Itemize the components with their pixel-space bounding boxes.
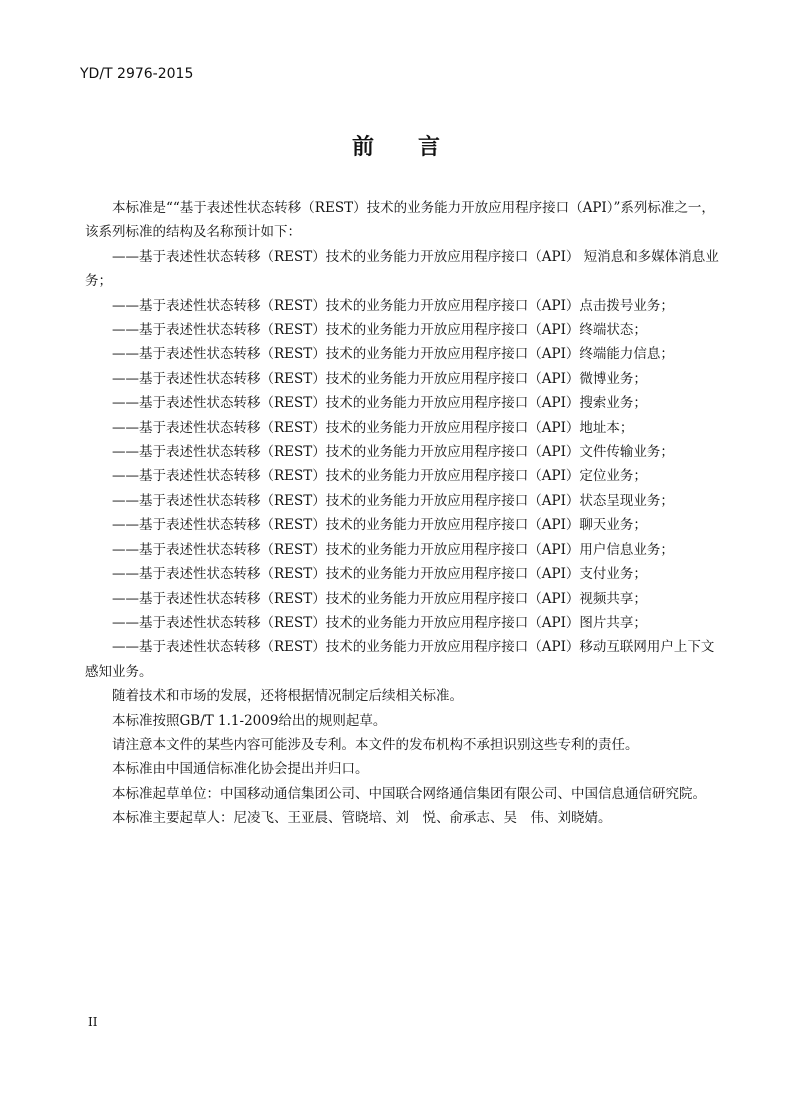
list-item: ——基于表述性状态转移（REST）技术的业务能力开放应用程序接口（API）定位业务； — [112, 468, 647, 485]
intro-paragraph: 本标准是““基于表述性状态转移（REST）技术的业务能力开放应用程序接口（API）”系列标准之一，该系列标准的结构及名称预计如下： — [85, 200, 715, 241]
list-item: ——基于表述性状态转移（REST）技术的业务能力开放应用程序接口（API）文件传输业务； — [112, 444, 674, 461]
standard-id: YD/T 2976-2015 — [80, 66, 194, 82]
paragraph-drafting-units: 本标准起草单位：中国移动通信集团公司、中国联合网络通信集团有限公司、中国信息通信研究院。 — [112, 785, 706, 802]
list-item: ——基于表述性状态转移（REST）技术的业务能力开放应用程序接口（API）用户信息业务； — [112, 541, 674, 558]
list-item: ——基于表述性状态转移（REST）技术的业务能力开放应用程序接口（API）支付业务； — [112, 566, 647, 583]
series-list — [85, 245, 725, 684]
paragraph-patent-notice: 请注意本文件的某些内容可能涉及专利。本文件的发布机构不承担识别这些专利的责任。 — [112, 736, 639, 753]
list-item: ——基于表述性状态转移（REST）技术的业务能力开放应用程序接口（API）终端能力信息； — [112, 346, 674, 363]
list-item: ——基于表述性状态转移（REST）技术的业务能力开放应用程序接口（API）地址本； — [112, 419, 634, 436]
paragraph-follow-up: 随着技术和市场的发展，还将根据情况制定后续相关标准。 — [112, 688, 463, 705]
paragraph-drafting-rules: 本标准按照GB/T 1.1-2009给出的规则起草。 — [112, 712, 387, 729]
list-item: ——基于表述性状态转移（REST）技术的业务能力开放应用程序接口（API）搜索业务； — [112, 395, 647, 412]
list-item: ——基于表述性状态转移（REST）技术的业务能力开放应用程序接口（API）微博业务； — [112, 370, 647, 387]
page-title: 前言 — [351, 134, 484, 160]
foreword-body — [85, 196, 725, 831]
list-item: ——基于表述性状态转移（REST）技术的业务能力开放应用程序接口（API）图片共享； — [112, 614, 647, 631]
list-item: ——基于表述性状态转移（REST）技术的业务能力开放应用程序接口（API）移动互联网用户上下文感知业务。 — [85, 639, 715, 680]
list-item: ——基于表述性状态转移（REST）技术的业务能力开放应用程序接口（API）终端状态； — [112, 322, 647, 339]
list-item: ——基于表述性状态转移（REST）技术的业务能力开放应用程序接口（API） 短消息和多媒体消息业务； — [85, 248, 719, 290]
list-item: ——基于表述性状态转移（REST）技术的业务能力开放应用程序接口（API）状态呈现业务； — [112, 492, 674, 509]
page-number: II — [88, 1015, 98, 1029]
list-item: ——基于表述性状态转移（REST）技术的业务能力开放应用程序接口（API）视频共享； — [112, 590, 647, 607]
list-item: ——基于表述性状态转移（REST）技术的业务能力开放应用程序接口（API）聊天业务； — [112, 517, 647, 534]
list-item: ——基于表述性状态转移（REST）技术的业务能力开放应用程序接口（API）点击拨号业务； — [112, 297, 674, 314]
paragraph-proposer: 本标准由中国通信标准化协会提出并归口。 — [112, 761, 369, 778]
paragraph-drafters: 本标准主要起草人：尼凌飞、王亚晨、管晓培、刘 悦、俞承志、吴 伟、刘晓婧。 — [112, 810, 612, 827]
